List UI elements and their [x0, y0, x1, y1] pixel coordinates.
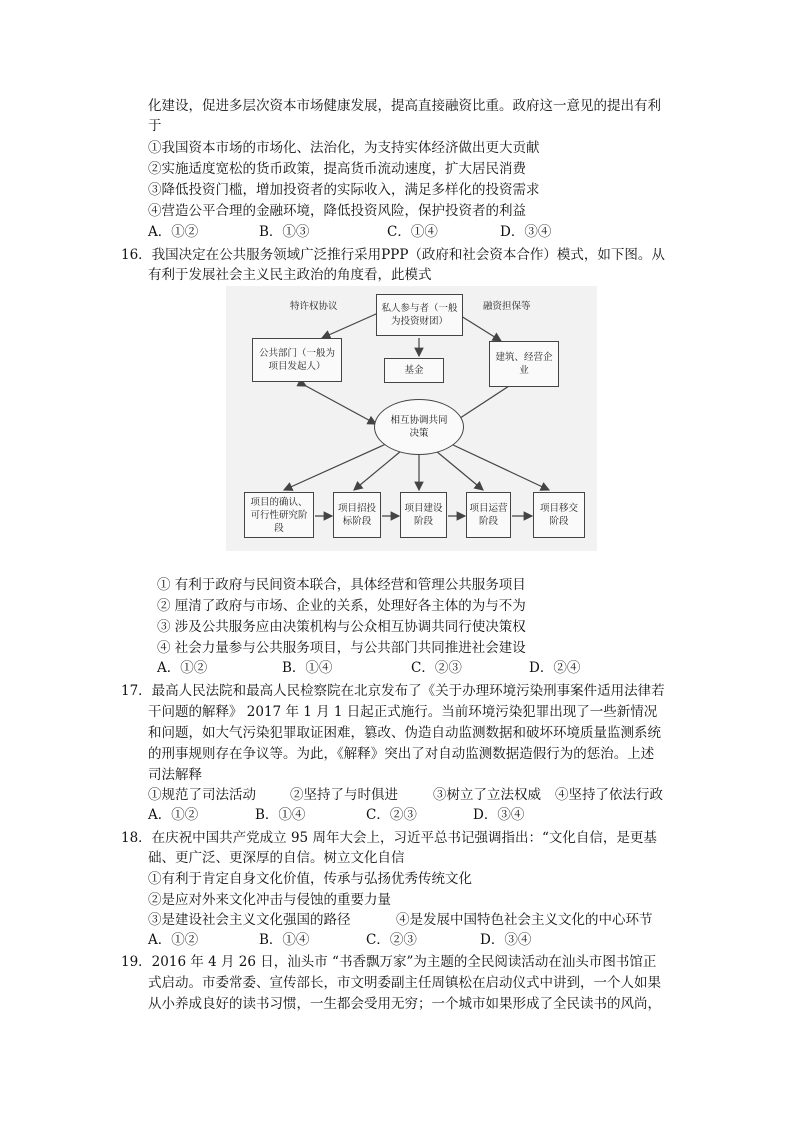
q16-option-b: B．①④: [282, 660, 333, 676]
q18-stem-line: 18．在庆祝中国共产党成立 95 周年大会上，习近平总书记强调指出：“文化自信，是更基: [121, 830, 657, 846]
q19-stem-line: 式启动。市委常委、宣传部长，市文明委副主任周镇松在启动仪式中讲到，一个人如果: [148, 975, 661, 991]
q18-option-b: B．①④: [259, 932, 310, 948]
q18-stem-line: 础、更广泛、更深厚的自信。树立文化自信: [148, 850, 405, 866]
stage-box: 项目建设阶段: [400, 492, 447, 538]
q17-item: ③树立了立法权威: [433, 787, 541, 803]
q17-stem-line: 干问题的解释》 2017 年 1 月 1 日起正式施行。当前环境污染犯罪出现了一些新情况: [148, 704, 658, 720]
q15-item: ①我国资本市场的市场化、法治化，为支持实体经济做出更大贡献: [148, 140, 540, 156]
q16-item: ① 有利于政府与民间资本联合，具体经营和管理公共服务项目: [157, 577, 526, 593]
stage-box: 项目移交阶段: [533, 492, 585, 538]
q15-option-a: A．①②: [148, 224, 199, 240]
box-public-sector: 公共部门（一般为项目发起人）: [252, 338, 342, 382]
q18-option-a: A．①②: [148, 932, 199, 948]
q15-option-c: C．①④: [387, 224, 438, 240]
stage-box: 项目招投标阶段: [333, 492, 381, 538]
q15-text-line: 化建设，促进多层次资本市场健康发展，提高直接融资比重。政府这一意见的提出有利: [148, 98, 661, 114]
q18-option-d: D．③④: [480, 932, 532, 948]
q16-item: ② 厘清了政府与市场、企业的关系，处理好各主体的为与不为: [157, 598, 526, 614]
q17-stem-line: 司法解释: [148, 767, 202, 783]
q15-item: ③降低投资门槛，增加投资者的实际收入，满足多样化的投资需求: [148, 182, 540, 198]
label-concession-agreement: 特许权协议: [290, 298, 338, 312]
q18-item: ④是发展中国特色社会主义文化的中心环节: [396, 912, 653, 928]
q17-stem-line: 17．最高人民法院和最高人民检察院在北京发布了《关于办理环境污染刑事案件适用法律若: [121, 683, 665, 699]
ppp-diagram: [226, 286, 597, 551]
q19-stem-line: 从小养成良好的读书习惯，一生都会受用无穷；一个城市如果形成了全民读书的风尚，: [148, 996, 661, 1012]
q15-item: ④营造公平合理的金融环境，降低投资风险，保护投资者的利益: [148, 203, 526, 219]
q16-stem-line: 16．我国决定在公共服务领域广泛推行采用PPP（政府和社会资本合作）模式，如下图。从: [121, 247, 665, 263]
q17-stem-line: 的刑事规则存在争议等。为此，《解释》突出了对自动监测数据造假行为的惩治。上述: [148, 746, 655, 762]
label-financing-guarantee: 融资担保等: [483, 298, 531, 312]
q17-item: ④坚持了依法行政: [555, 787, 663, 803]
ellipse-joint-decision: 相互协调共同决策: [374, 399, 464, 455]
stage-box: 项目运营阶段: [466, 492, 511, 538]
q17-option-d: D．③④: [473, 807, 525, 823]
q15-option-b: B．①③: [259, 224, 310, 240]
q15-option-d: D．③④: [500, 224, 552, 240]
q17-option-b: B．①④: [255, 807, 306, 823]
q16-option-a: A．①②: [157, 660, 208, 676]
q17-option-a: A．①②: [148, 807, 199, 823]
q17-stem-line: 和问题，如大气污染犯罪取证困难，篡改、伪造自动监测数据和破坏环境质量监测系统: [148, 725, 661, 741]
q16-option-d: D．②④: [529, 660, 581, 676]
q16-option-c: C．②③: [411, 660, 462, 676]
q18-item: ②是应对外来文化冲击与侵蚀的重要力量: [148, 892, 391, 908]
q16-stem-line: 有利于发展社会主义民主政治的角度看，此模式: [148, 267, 432, 283]
q17-option-c: C．②③: [366, 807, 417, 823]
q17-item: ①规范了司法活动: [148, 787, 256, 803]
stage-box: 项目的确认、可行性研究阶段: [244, 492, 314, 538]
q15-item: ②实施适度宽松的货币政策，提高货币流动速度，扩大居民消费: [148, 161, 526, 177]
q18-item: ①有利于肯定自身文化价值，传承与弘扬优秀传统文化: [148, 871, 472, 887]
q18-item: ③是建设社会主义文化强国的路径: [148, 912, 351, 928]
box-private-participant: 私人参与者（一般为投资财团）: [376, 294, 463, 336]
q19-stem-line: 19．2016 年 4 月 26 日，汕头市 “书香飘万家”为主题的全民阅读活动在汕头市图书馆正: [121, 954, 657, 970]
q15-text-line: 于: [148, 118, 162, 134]
q16-item: ④ 社会力量参与公共服务项目，与公共部门共同推进社会建设: [157, 640, 526, 656]
q17-item: ②坚持了与时俱进: [290, 787, 398, 803]
q16-item: ③ 涉及公共服务应由决策机构与公众相互协调共同行使决策权: [157, 619, 526, 635]
q18-option-c: C．②③: [366, 932, 417, 948]
box-construction-enterprise: 建筑、经营企业: [489, 341, 559, 387]
box-fund: 基金: [384, 358, 444, 383]
